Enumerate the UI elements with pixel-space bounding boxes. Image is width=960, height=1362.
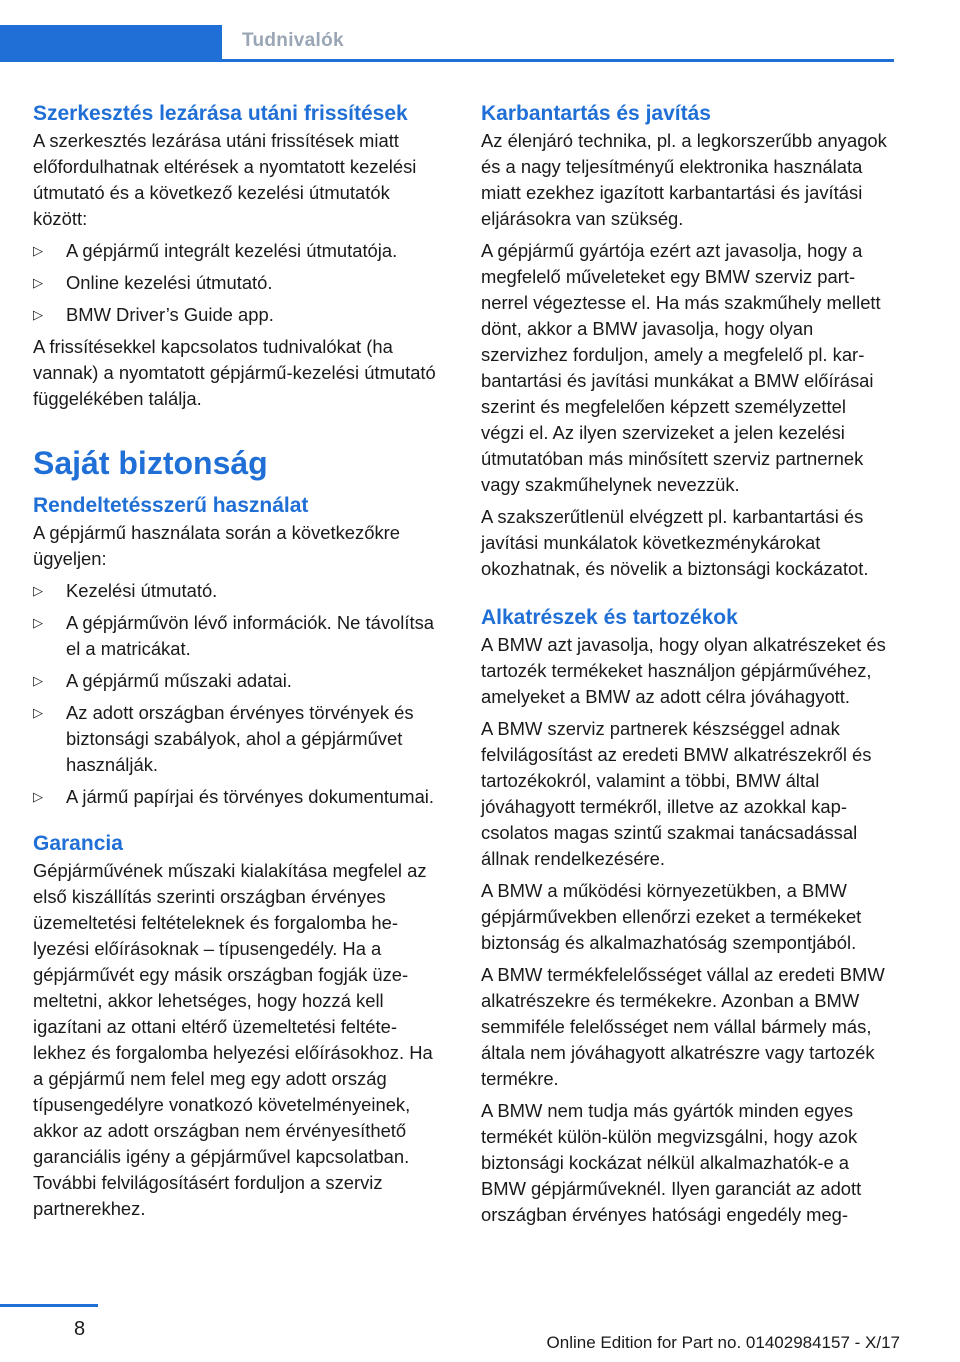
section-heading-warranty: Garancia: [33, 832, 123, 855]
bullet-list-intended-use: [33, 578, 443, 810]
paragraph: A gépjármű gyártója ezért azt javasolja, hogy a megfelelő műveleteket egy BMW szerviz partnerrel végeztesse el. Ha más szakműhely mellett dönt, akkor a BMW javasolja, hogy olyan szervizhez forduljon, amely a megfelelő pl. karbantartási és javítási munkákat a BMW előírásai szerint és megfelelően képzett személyzettel végzi el. Az ilyen szervizeket a jelen kezelési útmutatóban más minősített szerviz partnernek vagy szakműhelynek nevezzük.: [481, 240, 881, 495]
list-item: ▷ Kezelési útmutató.: [33, 578, 443, 604]
list-item: ▷ Az adott országban érvényes törvények és biztonsági szabályok, ahol a gépjárművet használják.: [33, 700, 443, 778]
footer-rule: [0, 1304, 98, 1307]
section-heading-intended-use: Rendeltetésszerű használat: [33, 494, 309, 517]
right-column: [481, 100, 891, 1234]
left-column: [33, 100, 443, 1228]
paragraph: A BMW a működési környezetükben, a BMW gépjárművekben ellenőrzi ezeket a termékeket biztonság és alkalmazhatóság szempontjából.: [481, 880, 862, 953]
list-item: ▷ A gépjárművön lévő információk. Ne távolítsa el a matricákat.: [33, 610, 443, 662]
bullet-list-updates: [33, 238, 443, 328]
paragraph: A frissítésekkel kapcsolatos tudnivalókat (ha vannak) a nyomtatott gépjármű-kezelési útmutató függelékében találja.: [33, 336, 436, 409]
paragraph: A BMW nem tudja más gyártók minden egyes termékét külön-külön megvizsgálni, hogy azok biztonsági kockázat nélkül alkalmazhatók-e a BMW gépjárműveknél. Ilyen garanciát az adott országban érvényes hatósági engedély meg-: [481, 1100, 862, 1225]
header-accent-bar: [0, 25, 222, 62]
paragraph: A BMW szerviz partnerek készséggel adnak felvilágosítást az eredeti BMW alkatrészekről és tartozékokról, valamint a többi, BMW által jóváhagyott termékről, illetve az azokkal kapcsolatos magas szintű szakmai tanácsadással állnak rendelkezésére.: [481, 718, 872, 869]
edition-footer: Online Edition for Part no. 01402984157 - X/17: [546, 1333, 900, 1352]
paragraph: A szakszerűtlenül elvégzett pl. karbantartási és javítási munkálatok következménykárokat okozhatnak, és növelik a biztonsági kockázatot.: [481, 506, 869, 579]
paragraph: Gépjárművének műszaki kialakítása megfelel az első kiszállítás szerinti országban érvényes üzemeltetési feltételeknek és forgalomba helyezési előírásoknak – típusengedély. Ha a gépjárművét egy másik országban fogják üzemeltetni, akkor lehetséges, hogy hozzá kell igazítani az ottani eltérő üzemeltetési feltételekhez és forgalomba helyezési előírásokhoz. Ha a gépjármű nem felel meg egy adott ország típusengedélyre vonatkozó követelményeinek, akkor az adott országban nem érvényesíthető garanciális igény a gépjárművel kapcsolatban. További felvilágosításért forduljon a szerviz partnerekhez.: [33, 860, 433, 1219]
chapter-title: Saját biztonság: [33, 445, 268, 481]
section-heading-updates: Szerkesztés lezárása utáni frissítések: [33, 102, 408, 125]
list-item: ▷ A gépjármű műszaki adatai.: [33, 668, 443, 694]
paragraph: A szerkesztés lezárása utáni frissítések miatt előfordulhatnak eltérések a nyomtatott kezelési útmutató és a következő kezelési útmutatók között:: [33, 130, 417, 229]
list-item: ▷ Online kezelési útmutató.: [33, 270, 443, 296]
section-heading-maintenance: Karbantartás és javítás: [481, 102, 711, 125]
paragraph: A gépjármű használata során a következőkre ügyeljen:: [33, 522, 401, 569]
header-rule: [222, 59, 894, 62]
list-item: ▷ A jármű papírjai és törvényes dokumentumai.: [33, 784, 443, 810]
running-header-title: Tudnivalók: [242, 30, 344, 51]
paragraph: Az élenjáró technika, pl. a legkorszerűbb anyagok és a nagy teljesítményű elektronika használata miatt ezekhez igazított karbantartási és javítási eljárásokra van szükség.: [481, 130, 887, 229]
paragraph: A BMW termékfelelősséget vállal az eredeti BMW alkatrészekre és termékekre. Azonban a BMW semmiféle felelősséget nem vállal bármely más, általa nem jóváhagyott alkatrészre vagy tartozék termékre.: [481, 964, 885, 1089]
list-item: ▷ BMW Driver’s Guide app.: [33, 302, 443, 328]
page-number: 8: [74, 1318, 86, 1340]
paragraph: A BMW azt javasolja, hogy olyan alkatrészeket és tartozék termékeket használjon gépjárművéhez, amelyeket a BMW az adott célra jóváhagyott.: [481, 634, 886, 707]
list-item: ▷ A gépjármű integrált kezelési útmutatója.: [33, 238, 443, 264]
section-heading-parts: Alkatrészek és tartozékok: [481, 606, 738, 629]
